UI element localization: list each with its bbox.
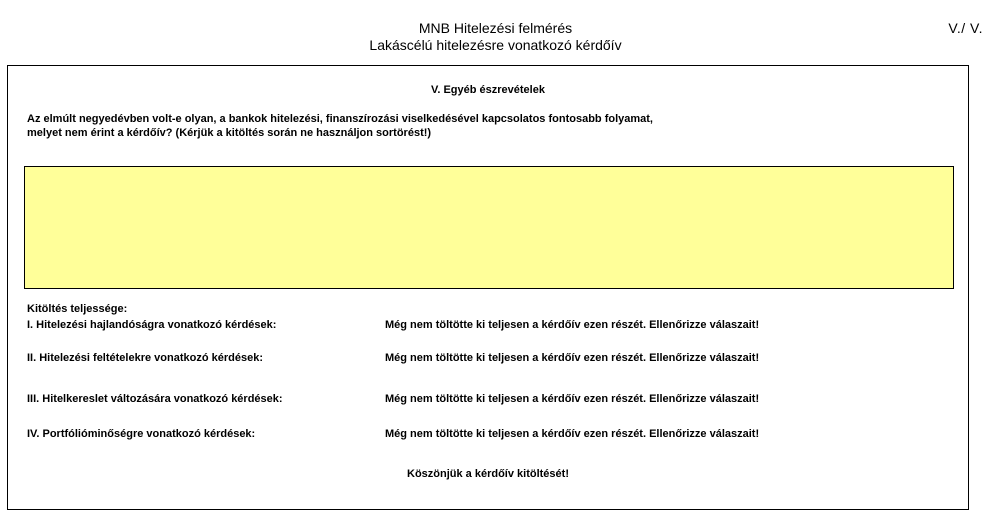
completeness-row-status-2: Még nem töltötte ki teljesen a kérdőív ezen részét. Ellenőrizze válaszait! — [385, 352, 760, 364]
completeness-row-label-3: III. Hitelkereslet változására vonatkozó kérdések: — [27, 393, 283, 405]
thank-you-text: Köszönjük a kérdőív kitöltését! — [407, 468, 569, 480]
completeness-row-status-4: Még nem töltötte ki teljesen a kérdőív ezen részét. Ellenőrizze válaszait! — [385, 428, 760, 440]
section-title: V. Egyéb észrevételek — [431, 84, 545, 96]
completeness-row-label-1: I. Hitelezési hajlandóságra vonatkozó kérdések: — [27, 319, 277, 331]
question-line-1: Az elmúlt negyedévben volt-e olyan, a bankok hitelezési, finanszírozási viselkedésével kapcsolatos fontosabb folyamat, — [27, 113, 653, 125]
page-code: V./ V. — [948, 20, 983, 36]
question-text — [27, 112, 653, 140]
completeness-row-label-2: II. Hitelezési feltételekre vonatkozó kérdések: — [27, 352, 263, 364]
comments-answer-field[interactable] — [24, 166, 954, 289]
completeness-row-label-4: IV. Portfólióminőségre vonatkozó kérdések: — [27, 428, 256, 440]
completeness-label: Kitöltés teljessége: — [27, 303, 128, 315]
form-panel — [7, 65, 969, 510]
question-line-2: melyet nem érint a kérdőív? (Kérjük a kitöltés során ne használjon sortörést!) — [27, 127, 432, 139]
completeness-row-status-3: Még nem töltötte ki teljesen a kérdőív ezen részét. Ellenőrizze válaszait! — [385, 393, 760, 405]
survey-title: MNB Hitelezési felmérés — [418, 20, 573, 36]
completeness-row-status-1: Még nem töltötte ki teljesen a kérdőív ezen részét. Ellenőrizze válaszait! — [385, 319, 760, 331]
survey-subtitle: Lakáscélú hitelezésre vonatkozó kérdőív — [369, 37, 622, 53]
